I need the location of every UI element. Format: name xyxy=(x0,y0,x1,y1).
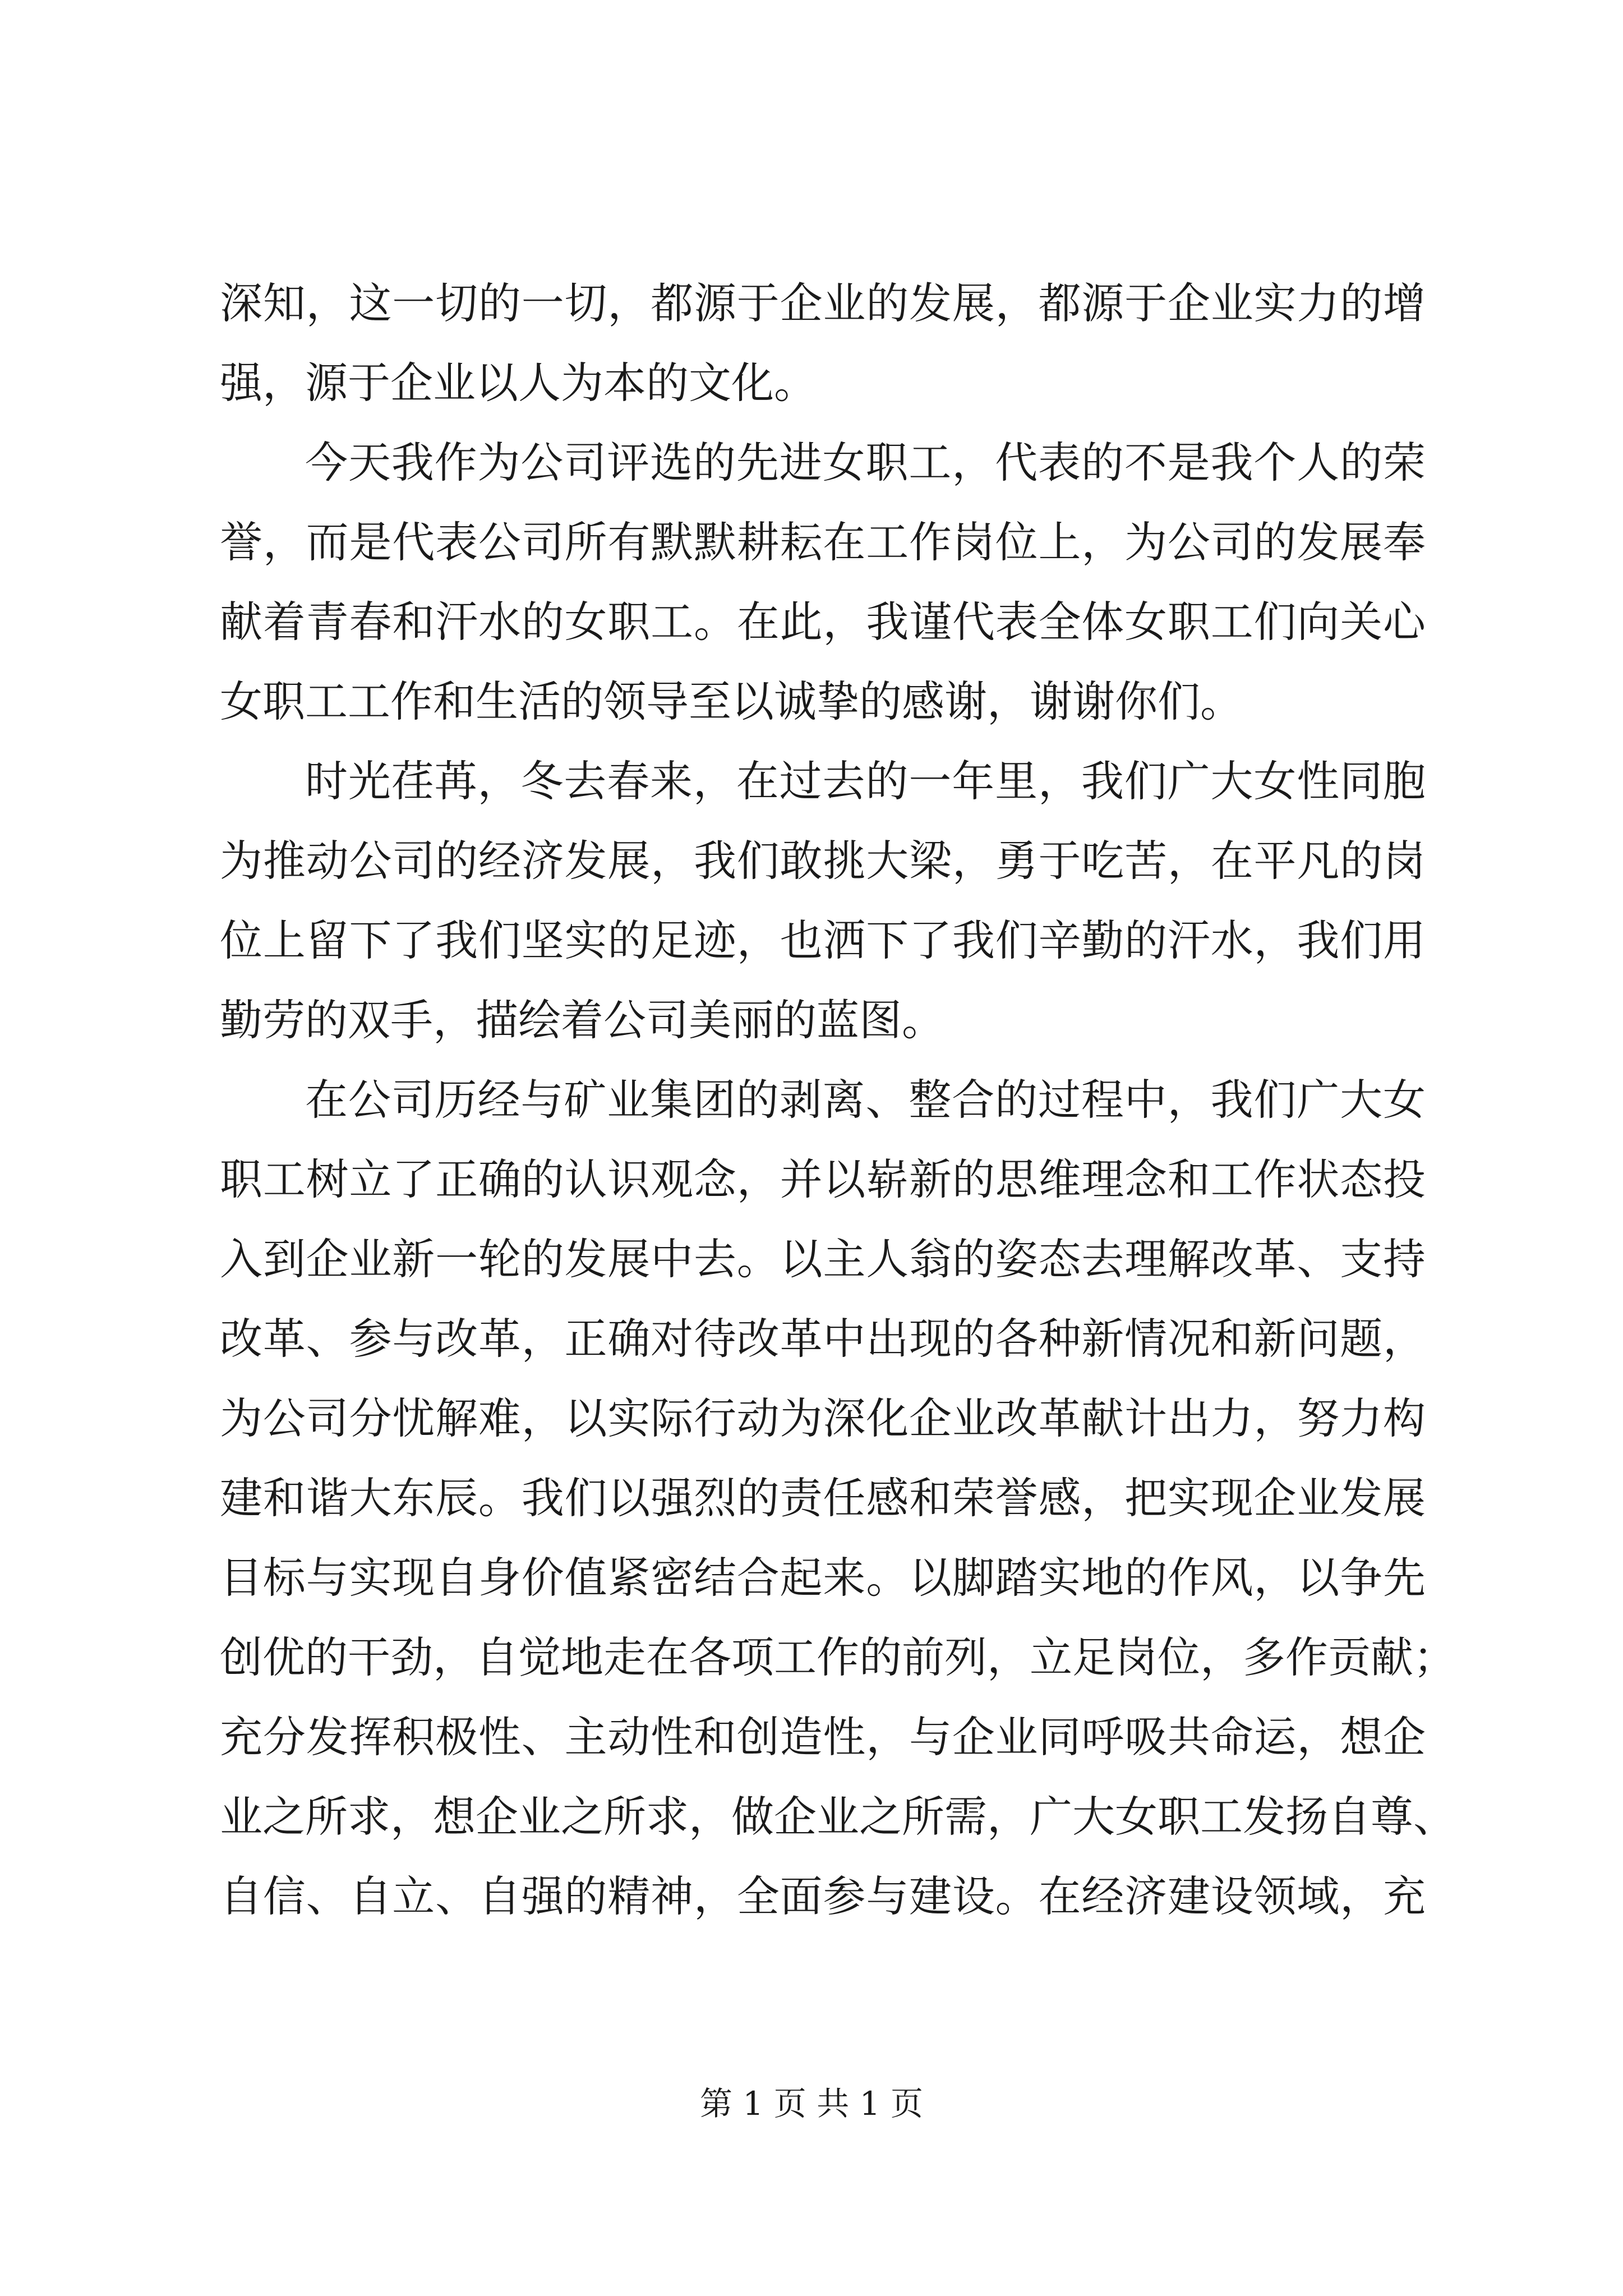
paragraph-line: 献着青春和汗水的女职工。在此，我谨代表全体女职工们向关心 xyxy=(220,597,1426,647)
paragraph-line: 强，源于企业以人为本的文化。 xyxy=(220,358,817,408)
paragraph-line: 在公司历经与矿业集团的剥离、整合的过程中，我们广大女 xyxy=(305,1075,1426,1125)
paragraph-line: 充分发挥积极性、主动性和创造性，与企业同呼吸共命运，想企 xyxy=(220,1712,1426,1762)
paragraph-line: 职工树立了正确的认识观念，并以崭新的思维理念和工作状态投 xyxy=(220,1154,1426,1204)
paragraph-line: 为公司分忧解难，以实际行动为深化企业改革献计出力，努力构 xyxy=(220,1393,1426,1443)
paragraph-line: 自信、自立、自强的精神，全面参与建设。在经济建设领域，充 xyxy=(220,1871,1426,1921)
paragraph-line: 勤劳的双手，描绘着公司美丽的蓝图。 xyxy=(220,995,944,1045)
paragraph-line: 创优的干劲，自觉地走在各项工作的前列，立足岗位，多作贡献； xyxy=(220,1632,1456,1682)
paragraph-line: 业之所求，想企业之所求，做企业之所需，广大女职工发扬自尊、 xyxy=(220,1792,1456,1842)
paragraph-line: 目标与实现自身价值紧密结合起来。以脚踏实地的作风，以争先 xyxy=(220,1553,1426,1603)
paragraph-line: 深知，这一切的一切，都源于企业的发展，都源于企业实力的增 xyxy=(220,278,1426,328)
paragraph-line: 改革、参与改革，正确对待改革中出现的各种新情况和新问题， xyxy=(220,1314,1426,1364)
paragraph-line: 誉，而是代表公司所有默默耕耘在工作岗位上，为公司的发展奉 xyxy=(220,517,1426,567)
page-footer: 第 1 页 共 1 页 xyxy=(700,2085,923,2123)
paragraph-line: 今天我作为公司评选的先进女职工，代表的不是我个人的荣 xyxy=(305,438,1426,487)
paragraph-line: 女职工工作和生活的领导至以诚挚的感谢，谢谢你们。 xyxy=(220,677,1243,726)
paragraph-line: 建和谐大东辰。我们以强烈的责任感和荣誉感，把实现企业发展 xyxy=(220,1473,1426,1523)
paragraph-line: 时光荏苒，冬去春来，在过去的一年里，我们广大女性同胞 xyxy=(305,756,1426,806)
document-body xyxy=(220,264,1456,1936)
paragraph-line: 为推动公司的经济发展，我们敢挑大梁，勇于吃苦，在平凡的岗 xyxy=(220,836,1426,886)
paragraph-line: 入到企业新一轮的发展中去。以主人翁的姿态去理解改革、支持 xyxy=(220,1234,1426,1284)
paragraph-line: 位上留下了我们坚实的足迹，也洒下了我们辛勤的汗水，我们用 xyxy=(220,915,1426,965)
